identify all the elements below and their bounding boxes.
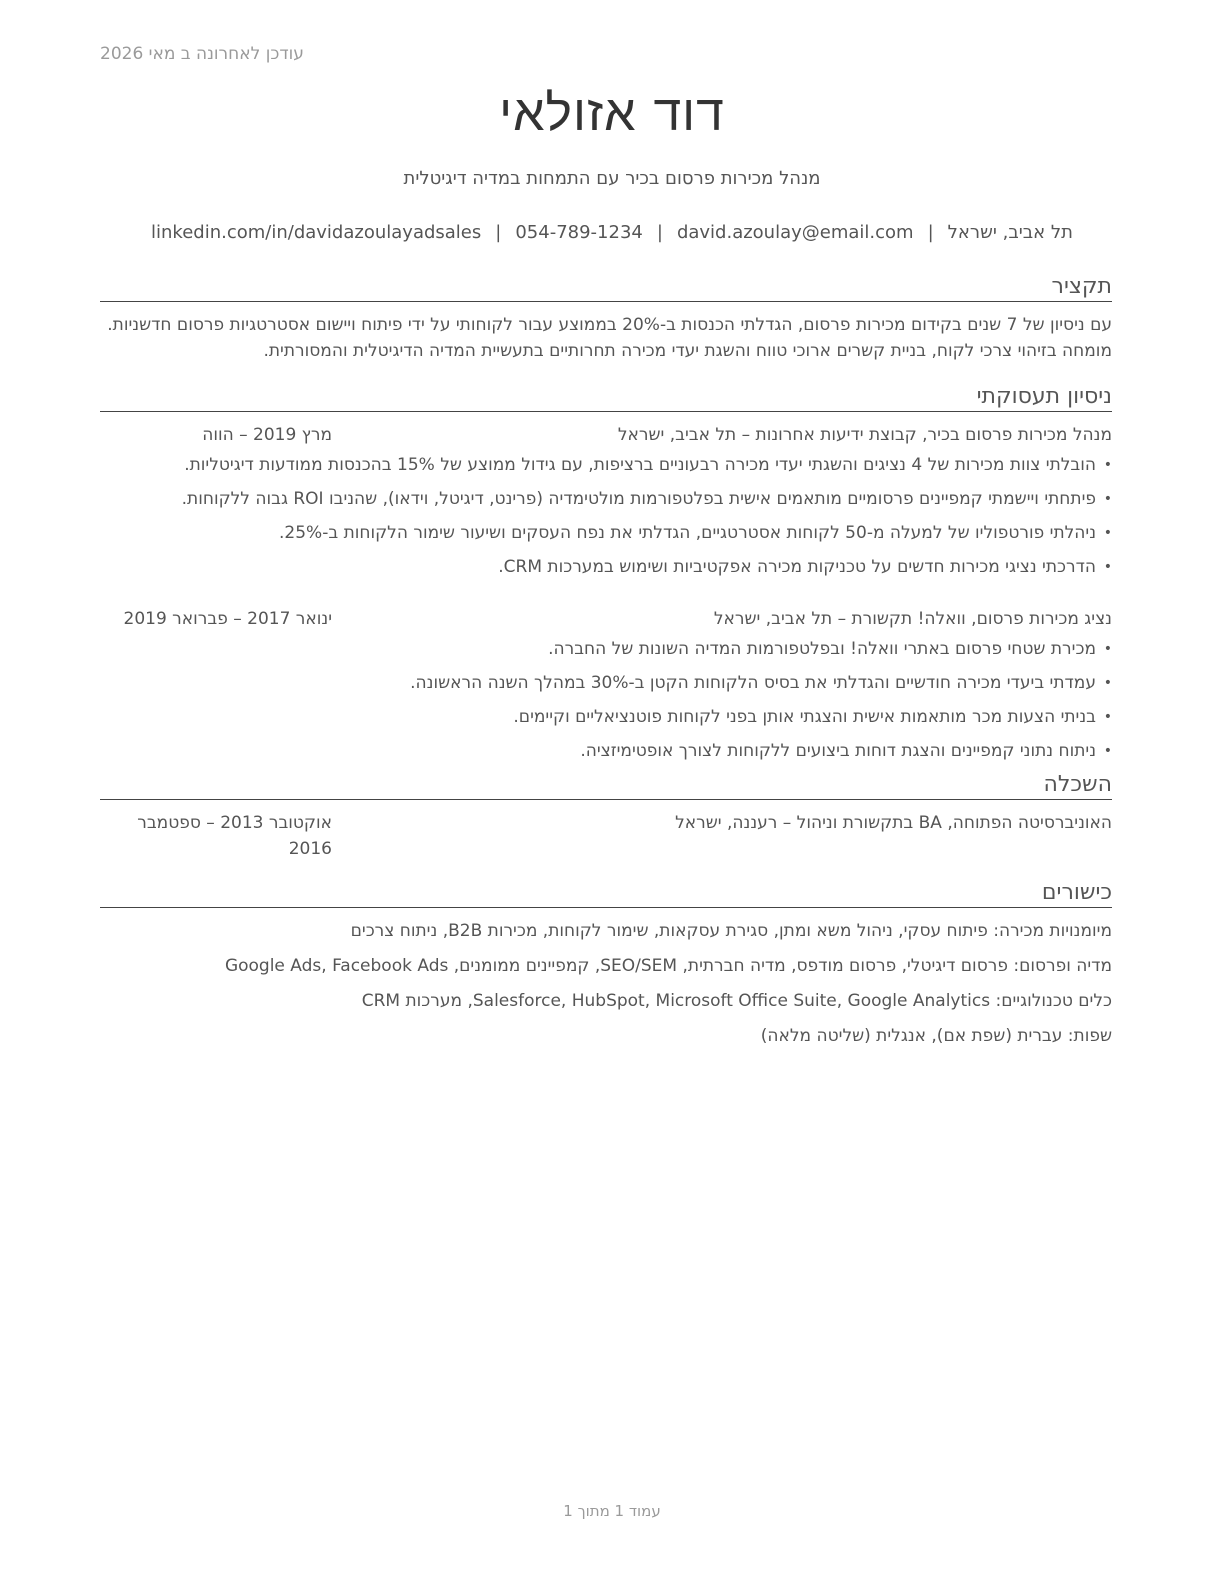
job-bullets <box>100 636 1112 764</box>
skills-line-languages: שפות: עברית (שפת אם), אנגלית (שליטה מלאה) <box>760 1026 1112 1046</box>
contact-location: תל אביב, ישראל <box>947 222 1073 243</box>
job-bullet: • הובלתי צוות מכירות של 4 נציגים והשגתי יעדי מכירה רבעוניים ברציפות, עם גידול ממוצע של 15% בהכנסות ממודעות דיגיטליות. <box>100 452 1112 478</box>
education-dates: אוקטובר 2013 – ספטמבר 2016 <box>137 813 332 859</box>
contact-separator: | <box>656 222 663 243</box>
job-dates: ינואר 2017 – פברואר 2019 <box>123 609 332 629</box>
summary-text: עם ניסיון של 7 שנים בקידום מכירות פרסום, הגדלתי הכנסות ב-20% בממוצע עבור לקוחותי על ידי פיתוח ויישום אסטרטגיות פרסום חדשניות. מומחה בזיהוי צרכי לקוח, בניית קשרים ארוכי טווח והשגת יעדי מכירה תחרותיים בתעשיית המדיה הדיגיטלית והמסורתית. <box>107 315 1112 361</box>
job-bullets <box>100 452 1112 580</box>
education-section-title: השכלה <box>100 772 1112 800</box>
job-role: מנהל מכירות פרסום בכיר, קבוצת ידיעות אחרונות – תל אביב, ישראל <box>617 425 1112 445</box>
job-header <box>100 606 1112 632</box>
resume-body <box>100 274 1112 1058</box>
contact-separator: | <box>495 222 502 243</box>
contact-email-link[interactable]: david.azoulay@email.com <box>676 222 914 243</box>
job-dates: מרץ 2019 – הווה <box>202 425 332 445</box>
job-bullet: • בניתי הצעות מכר מותאמות אישית והצגתי אותן בפני לקוחות פוטנציאליים וקיימים. <box>100 704 1112 730</box>
job-header <box>100 422 1112 448</box>
contact-separator: | <box>927 222 934 243</box>
skills-section-title: כישורים <box>100 880 1112 908</box>
job-bullet: • פיתחתי ויישמתי קמפיינים פרסומיים מותאמים אישית בפלטפורמות מולטימדיה (פרינט, דיגיטל, וידאו), שהניבו ROI גבוה ללקוחות. <box>100 486 1112 512</box>
job-bullet: • הדרכתי נציגי מכירות חדשים על טכניקות מכירה אפקטיביות ושימוש במערכות CRM. <box>100 554 1112 580</box>
job-role: נציג מכירות פרסום, וואלה! תקשורת – תל אביב, ישראל <box>713 609 1112 629</box>
education-entry <box>100 810 1112 862</box>
skills-line-sales: מיומנויות מכירה: פיתוח עסקי, ניהול משא ומתן, סגירת עסקאות, שימור לקוחות, מכירות B2B, ניתוח צרכים <box>350 921 1112 941</box>
summary-section-title: תקציר <box>100 274 1112 302</box>
contact-phone: 054-789-1234 <box>515 222 643 243</box>
education-degree: האוניברסיטה הפתוחה, BA בתקשורת וניהול – רעננה, ישראל <box>675 813 1112 833</box>
job-bullet: • ניהלתי פורטפוליו של למעלה מ-50 לקוחות אסטרטגיים, הגדלתי את נפח העסקים ושיעור שימור הלקוחות ב-25%. <box>100 520 1112 546</box>
job-bullet: • ניתוח נתוני קמפיינים והצגת דוחות ביצועים ללקוחות לצורך אופטימיזציה. <box>100 738 1112 764</box>
job-entry <box>100 422 1112 580</box>
experience-section-title: ניסיון תעסוקתי <box>100 384 1112 412</box>
job-entry <box>100 606 1112 764</box>
contact-line <box>0 222 1224 243</box>
professional-headline: מנהל מכירות פרסום בכיר עם התמחות במדיה דיגיטלית <box>403 168 821 189</box>
contact-linkedin-link[interactable]: linkedin.com/in/davidazoulayadsales <box>151 222 482 243</box>
candidate-name: דוד אזולאי <box>499 84 725 142</box>
job-bullet: • מכירת שטחי פרסום באתרי וואלה! ובפלטפורמות המדיה השונות של החברה. <box>100 636 1112 662</box>
page-number: עמוד 1 מתוך 1 <box>563 1502 661 1520</box>
last-updated-note: עודכן לאחרונה ב מאי 2026 <box>100 44 304 64</box>
job-bullet: • עמדתי ביעדי מכירה חודשיים והגדלתי את בסיס הלקוחות הקטן ב-30% במהלך השנה הראשונה. <box>100 670 1112 696</box>
skills-line-tools: כלים טכנולוגיים: Salesforce, HubSpot, Microsoft Office Suite, Google Analytics, מערכות CRM <box>361 991 1112 1011</box>
skills-line-media: מדיה ופרסום: פרסום דיגיטלי, פרסום מודפס, מדיה חברתית, SEO/SEM, קמפיינים ממומנים, Google Ads, Facebook Ads <box>224 956 1112 976</box>
